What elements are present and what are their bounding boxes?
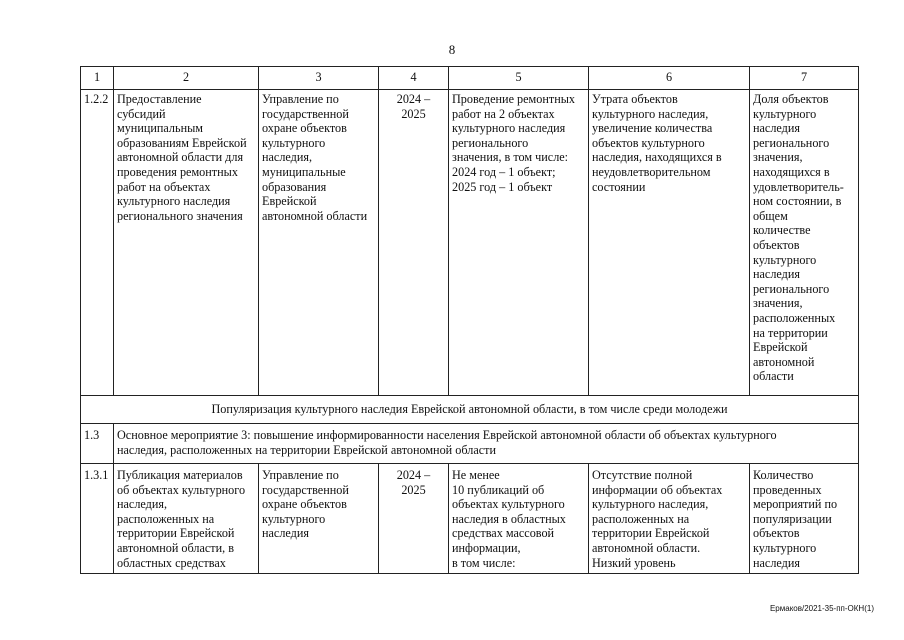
header-cell-7: 7 [750,67,859,90]
activity-name-cell: Публикация материалов об объектах культурного наследия, расположенных на территории Еврейской автономной области, в областных средствах [114,464,259,574]
header-cell-4: 4 [379,67,449,90]
table-row-1-2-2 [81,90,859,396]
executor-cell: Управление по государственной охране объектов культурного наследия, муниципальные образования Еврейской автономной области [259,90,379,396]
section-heading-row [81,396,859,424]
consequences-cell: Отсутствие полной информации об объектах культурного наследия, расположенных на территории Еврейской автономной области. Низкий уровень [589,464,750,574]
page-number: 8 [448,42,456,57]
row-number: 1.3.1 [81,464,114,574]
header-cell-1: 1 [81,67,114,90]
header-cell-2: 2 [114,67,259,90]
table-row-1-3-1 [81,464,859,574]
period-cell: 2024 – 2025 [379,90,449,396]
header-cell-3: 3 [259,67,379,90]
expected-result-cell: Не менее 10 публикаций об объектах культурного наследия в областных средствах массовой информации, в том числе: [449,464,589,574]
header-cell-5: 5 [449,67,589,90]
row-number: 1.2.2 [81,90,114,396]
main-activity-cell: Основное мероприятие 3: повышение информированности населения Еврейской автономной области об объектах культурного наследия, расположенных на территории Еврейской автономной области [114,424,859,464]
document-code: Ермаков/2021-35-пп-ОКН(1) [769,604,874,613]
row-number: 1.3 [81,424,114,464]
section-heading: Популяризация культурного наследия Еврейской автономной области, в том числе среди молодежи [81,396,859,424]
header-cell-6: 6 [589,67,750,90]
activity-name-cell: Предоставление субсидий муниципальным образованиям Еврейской автономной области для проведения ремонтных работ на объектах культурного наследия регионального значения [114,90,259,396]
program-activities-table [80,66,859,574]
executor-cell: Управление по государственной охране объектов культурного наследия [259,464,379,574]
expected-result-cell: Проведение ремонтных работ на 2 объектах культурного наследия регионального значения, в том числе: 2024 год – 1 объект; 2025 год – 1 объект [449,90,589,396]
table-header-row [81,67,859,90]
consequences-cell: Утрата объектов культурного наследия, увеличение количества объектов культурного наследия, находящихся в неудовлетворительном состоянии [589,90,750,396]
indicator-cell: Количество проведенных мероприятий по популяризации объектов культурного наследия [750,464,859,574]
period-cell: 2024 – 2025 [379,464,449,574]
table-row-1-3 [81,424,859,464]
indicator-cell: Доля объектов культурного наследия регионального значения, находящихся в удовлетворитель- ном состоянии, в общем количестве объектов культурного наследия регионального значения, расположенных на территории Еврейской автономной области [750,90,859,396]
